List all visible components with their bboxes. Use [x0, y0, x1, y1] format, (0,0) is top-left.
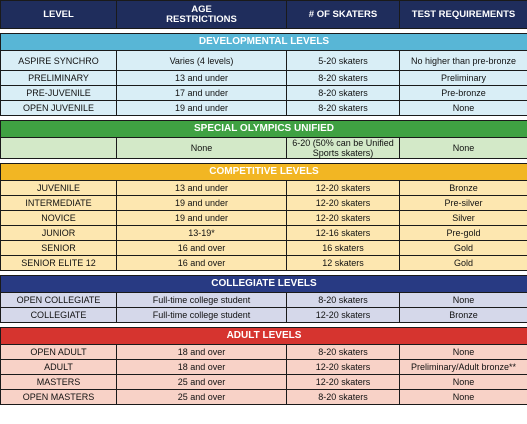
cell-skaters: 12-20 skaters	[287, 196, 400, 211]
cell-level: NOVICE	[1, 211, 117, 226]
cell-level: INTERMEDIATE	[1, 196, 117, 211]
table-row	[1, 71, 527, 86]
cell-skaters: 5-20 skaters	[287, 51, 400, 71]
cell-level: ADULT	[1, 360, 117, 375]
cell-test: Pre-silver	[400, 196, 527, 211]
header-age	[117, 1, 287, 29]
section-title: ADULT LEVELS	[1, 328, 527, 345]
cell-skaters: 8-20 skaters	[287, 345, 400, 360]
cell-age: 13 and under	[117, 71, 287, 86]
cell-age: 17 and under	[117, 86, 287, 101]
table-row	[1, 241, 527, 256]
section-header-adult	[1, 328, 527, 345]
table-row	[1, 181, 527, 196]
cell-level: OPEN ADULT	[1, 345, 117, 360]
cell-age: 25 and over	[117, 390, 287, 405]
table-row	[1, 101, 527, 116]
cell-test: Pre-gold	[400, 226, 527, 241]
cell-age: 25 and over	[117, 375, 287, 390]
header-level: LEVEL	[1, 1, 117, 29]
section-title: COLLEGIATE LEVELS	[1, 276, 527, 293]
cell-test: Bronze	[400, 181, 527, 196]
cell-age: 19 and under	[117, 211, 287, 226]
cell-level: JUVENILE	[1, 181, 117, 196]
cell-level: COLLEGIATE	[1, 308, 117, 323]
cell-level	[1, 138, 117, 159]
table-row	[1, 375, 527, 390]
section-header-competitive	[1, 164, 527, 181]
table-row	[1, 308, 527, 323]
cell-skaters: 8-20 skaters	[287, 390, 400, 405]
section-header-special-olympics	[1, 121, 527, 138]
cell-age: Full-time college student	[117, 293, 287, 308]
cell-level: OPEN MASTERS	[1, 390, 117, 405]
cell-level: ASPIRE SYNCHRO	[1, 51, 117, 71]
table-row	[1, 196, 527, 211]
cell-skaters: 12-16 skaters	[287, 226, 400, 241]
table-row	[1, 390, 527, 405]
cell-skaters: 12-20 skaters	[287, 181, 400, 196]
table-row	[1, 360, 527, 375]
table-row	[1, 226, 527, 241]
cell-level: SENIOR ELITE 12	[1, 256, 117, 271]
cell-level: JUNIOR	[1, 226, 117, 241]
cell-test: Bronze	[400, 308, 527, 323]
cell-test: No higher than pre-bronze	[400, 51, 527, 71]
header-age-line2: RESTRICTIONS	[166, 13, 237, 25]
cell-test: Silver	[400, 211, 527, 226]
cell-age: 18 and over	[117, 345, 287, 360]
cell-test: Gold	[400, 256, 527, 271]
section-header-collegiate	[1, 276, 527, 293]
cell-skaters: 8-20 skaters	[287, 293, 400, 308]
cell-age: 13-19*	[117, 226, 287, 241]
table-row	[1, 86, 527, 101]
cell-skaters: 12 skaters	[287, 256, 400, 271]
cell-skaters: 8-20 skaters	[287, 71, 400, 86]
section-title: COMPETITIVE LEVELS	[1, 164, 527, 181]
cell-test: Gold	[400, 241, 527, 256]
cell-skaters: 12-20 skaters	[287, 211, 400, 226]
cell-skaters: 8-20 skaters	[287, 101, 400, 116]
cell-age: 19 and under	[117, 101, 287, 116]
table-row	[1, 293, 527, 308]
cell-age: None	[117, 138, 287, 159]
cell-test: None	[400, 375, 527, 390]
cell-level: PRE-JUVENILE	[1, 86, 117, 101]
cell-age: 19 and under	[117, 196, 287, 211]
cell-age: 13 and under	[117, 181, 287, 196]
cell-level: PRELIMINARY	[1, 71, 117, 86]
cell-age: 16 and over	[117, 241, 287, 256]
cell-level: MASTERS	[1, 375, 117, 390]
table-row	[1, 138, 527, 159]
header-age-line1: AGE	[191, 3, 212, 15]
header-skaters: # OF SKATERS	[287, 1, 400, 29]
cell-test: None	[400, 345, 527, 360]
section-title: DEVELOPMENTAL LEVELS	[1, 34, 527, 51]
table-row	[1, 211, 527, 226]
cell-level: OPEN COLLEGIATE	[1, 293, 117, 308]
cell-age: 16 and over	[117, 256, 287, 271]
table-row	[1, 51, 527, 71]
cell-age: 18 and over	[117, 360, 287, 375]
cell-skaters: 6-20 (50% can be Unified Sports skaters)	[287, 138, 400, 159]
cell-skaters: 12-20 skaters	[287, 360, 400, 375]
section-header-developmental	[1, 34, 527, 51]
cell-skaters: 16 skaters	[287, 241, 400, 256]
cell-level: SENIOR	[1, 241, 117, 256]
cell-test: None	[400, 390, 527, 405]
cell-test: None	[400, 293, 527, 308]
cell-age: Full-time college student	[117, 308, 287, 323]
header-row	[1, 1, 527, 29]
cell-test: None	[400, 138, 527, 159]
cell-test: Pre-bronze	[400, 86, 527, 101]
cell-skaters: 8-20 skaters	[287, 86, 400, 101]
section-title: SPECIAL OLYMPICS UNIFIED	[1, 121, 527, 138]
cell-age: Varies (4 levels)	[117, 51, 287, 71]
cell-test: None	[400, 101, 527, 116]
table-row	[1, 256, 527, 271]
cell-skaters: 12-20 skaters	[287, 308, 400, 323]
cell-test: Preliminary	[400, 71, 527, 86]
header-test: TEST REQUIREMENTS	[400, 1, 527, 29]
cell-level: OPEN JUVENILE	[1, 101, 117, 116]
cell-test: Preliminary/Adult bronze**	[400, 360, 527, 375]
table-row	[1, 345, 527, 360]
cell-skaters: 12-20 skaters	[287, 375, 400, 390]
